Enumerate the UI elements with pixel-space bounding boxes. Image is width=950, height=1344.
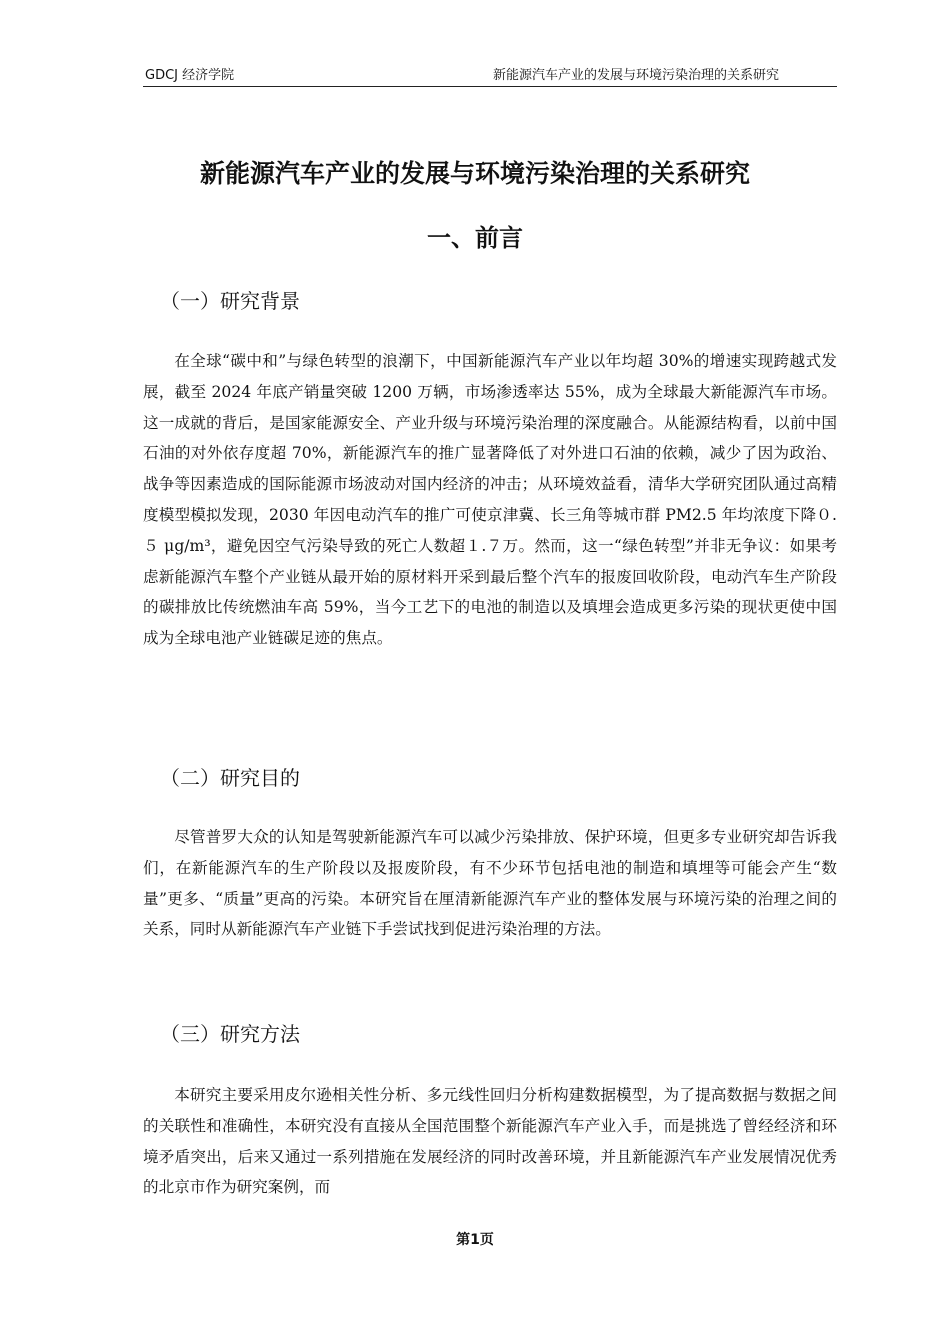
paper-title: 新能源汽车产业的发展与环境污染治理的关系研究 (199, 159, 750, 188)
paragraph-purpose: 尽管普罗大众的认知是驾驶新能源汽车可以减少污染排放、保护环境，但更多专业研究却告诉我们，在新能源汽车的生产阶段以及报废阶段，有不少环节包括电池的制造和填埋等可能会产生“数量”更多、“质量”更高的污染。本研究旨在厘清新能源汽车产业的整体发展与环境污染的治理之间的关系，同时从新能源汽车产业链下手尝试找到促进污染治理的方法。 (143, 828, 837, 939)
header-paper-title: 新能源汽车产业的发展与环境污染治理的关系研究 (492, 68, 779, 83)
subsection-heading-method: （三）研究方法 (160, 1022, 300, 1046)
subsection-heading-purpose: （二）研究目的 (160, 766, 300, 790)
paragraph-method: 本研究主要采用皮尔逊相关性分析、多元线性回归分析构建数据模型，为了提高数据与数据之间的关联性和准确性，本研究没有直接从全国范围整个新能源汽车产业入手，而是挑选了曾经经济和环境矛盾突出，后来又通过一系列措施在发展经济的同时改善环境，并且新能源汽车产业发展情况优秀的北京市作为研究案例，而 (143, 1086, 837, 1197)
section-heading-preface: 一、前言 (427, 224, 523, 252)
paragraph-background: 在全球“碳中和”与绿色转型的浪潮下，中国新能源汽车产业以年均超 30%的增速实现跨越式发展，截至 2024 年底产销量突破 1200 万辆，市场渗透率达 55%，成为全球最大新能源汽车市场。这一成就的背后，是国家能源安全、产业升级与环境污染治理的深度融合。从能源结构看，以前中国石油的对外依存度超 70%，新能源汽车的推广显著降低了对外进口石油的依赖，减少了因为政治、战争等因素造成的国际能源市场波动对国内经济的冲击；从环境效益看，清华大学研究团队通过高精度模型模拟发现，2030 年因电动汽车的推广可使京津冀、长三角等城市群 PM2.5 年均浓度下降０.５ μg/m³，避免因空气污染导致的死亡人数超１.７万。然而，这一“绿色转型”并非无争议：如果考虑新能源汽车整个产业链从最开始的原材料开采到最后整个汽车的报废回收阶段，电动汽车生产阶段的碳排放比传统燃油车高 59%，当今工艺下的电池的制造以及填埋会造成更多污染的现状更使中国成为全球电池产业链碳足迹的焦点。 (143, 352, 837, 648)
running-header (143, 66, 837, 87)
page-number: 第1页 (456, 1232, 494, 1248)
subsection-heading-background: （一）研究背景 (160, 289, 300, 313)
header-institution: GDCJ 经济学院 (145, 68, 235, 83)
